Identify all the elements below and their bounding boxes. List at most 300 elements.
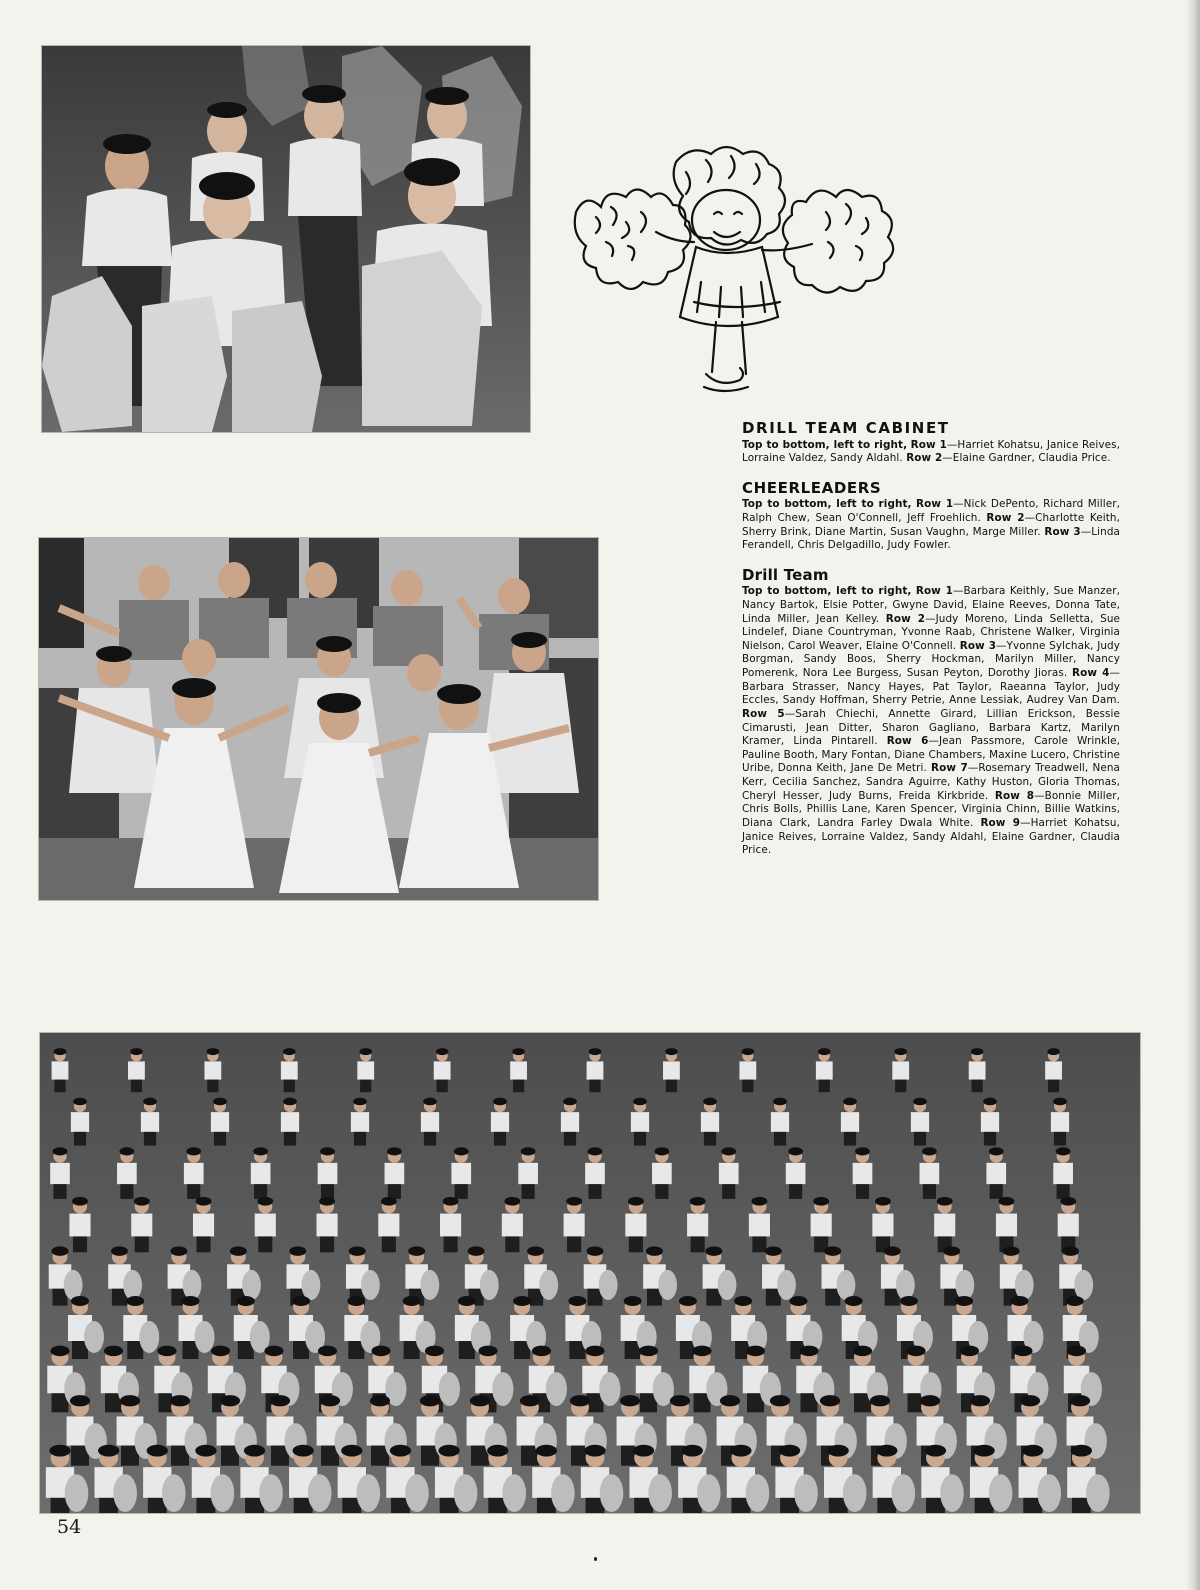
drill-team-member-hat: [54, 1048, 67, 1055]
drill-team-member-figure: [128, 1061, 145, 1079]
drill-team-member-figure: [853, 1163, 873, 1184]
drill-team-member-hat: [1067, 1346, 1086, 1357]
drill-team-member-figure: [318, 1163, 338, 1184]
drill-team-member-legs: [844, 1132, 856, 1146]
drill-team-member-hat: [98, 1445, 119, 1457]
drill-team-member-figure: [892, 1061, 909, 1079]
drill-team-member-pompom: [599, 1270, 618, 1300]
print-speck: [594, 1557, 597, 1561]
drill-team-member-figure: [117, 1163, 137, 1184]
cheerleaders-row-label: Row 3: [1044, 525, 1081, 538]
drill-team-member-hat: [1003, 1246, 1020, 1255]
drill-team-member-hat: [937, 1197, 953, 1206]
drill-team-member-figure: [739, 1061, 756, 1079]
drillteam-row-label: Row 7: [931, 762, 968, 775]
drill-team-member-hat: [270, 1395, 290, 1406]
cheerleaders-photo-art: [39, 538, 598, 900]
drill-team-member-figure: [378, 1214, 399, 1237]
drill-team-member-hat: [119, 1147, 134, 1155]
drill-team-member-legs: [187, 1184, 200, 1199]
drill-team-member-hat: [454, 1147, 469, 1155]
drillteam-row-label: Row 3: [959, 639, 997, 652]
drill-team-member-hat: [244, 1445, 265, 1457]
drill-team-member-pompom: [1086, 1474, 1110, 1512]
cheerleaders-intro: Top to bottom, left to right,: [742, 498, 912, 511]
drill-team-member-pompom: [551, 1474, 575, 1512]
drill-team-member-pompom: [492, 1372, 513, 1406]
drill-team-member-figure: [969, 1061, 986, 1079]
drill-team-member-pompom: [162, 1474, 186, 1512]
drill-team-member-figure: [281, 1112, 299, 1132]
drill-team-member-hat: [770, 1395, 790, 1406]
drill-team-member-figure: [749, 1214, 770, 1237]
drill-team-member-hat: [1071, 1445, 1092, 1457]
drill-team-member-hat: [843, 1098, 857, 1106]
drill-team-member-figure: [561, 1112, 579, 1132]
drill-team-member-legs: [789, 1184, 802, 1199]
drill-team-member-hat: [970, 1395, 990, 1406]
drill-team-member-hat: [913, 1098, 927, 1106]
drill-team-member-hat: [820, 1395, 840, 1406]
drill-team-member-hat: [230, 1246, 247, 1255]
drill-team-member-figure: [71, 1112, 89, 1132]
drill-team-member-hat: [870, 1395, 890, 1406]
drill-team-member-pompom: [892, 1474, 916, 1512]
drill-team-member-pompom: [113, 1474, 137, 1512]
drill-team-member-legs: [505, 1236, 519, 1252]
drill-team-member-hat: [788, 1147, 803, 1155]
drill-team-member-hat: [943, 1246, 960, 1255]
drill-team-member-legs: [923, 1184, 936, 1199]
drill-team-member-hat: [170, 1395, 190, 1406]
drill-team-member-legs: [856, 1184, 869, 1199]
drill-team-member-hat: [765, 1246, 782, 1255]
drill-team-member-hat: [126, 1296, 144, 1306]
drillteam-caption: Top to bottom, left to right, Row 1—Barbara Keithly, Sue Manzer, Nancy Bartok, Elsie Potter, Gwyne David, Elaine Reeves, Donna Tate, Linda Miller, Jean Kelley. Row 2—Judy Moreno, Linda Selletta, Sue Lindelef, Diane Countryman, Yvonne Raab, Christene Walker, Virginia Nielson, Carol Weaver, Elaine O'Connell. Row 3—Yvonne Sylchak, Judy Borgman, Sandy Boos, Sherry Hockman, Marilyn Miller, Nancy Pomerenk, Nora Lee Burgess, Susan Peyton, Dorothy Jioras. Row 4—Barbara Strasser, Nancy Hayes, Pat Taylor, Raeanna Taylor, Judy Eccles, Sandy Hoffman, Sherry Petrie, Anne Lessiak, Audrey Van Dam. Row 5—Sarah Chiechi, Annette Girard, Lillian Erickson, Bessie Cimarusti, Jean Ditter, Sharon Gagliano, Barbara Kartz, Marilyn Kramer, Linda Pintarell. Row 6—Jean Passmore, Carole Wrinkle, Pauline Booth, Mary Fontan, Diane Chambers, Maxine Lucero, Christine Uribe, Donna Keith, Jane De Metri. Row 7—Rosemary Treadwell, Nena Kerr, Cecilia Sanchez, Sandra Aguirre, Kathy Huston, Gloria Thomas, Cheryl Hesser, Judy Burns, Freida Kirkbride. Row 8—Bonnie Miller, Chris Bolls, Phillis Lane, Karen Spencer, Virginia Chinn, Billie Watkins, Diana Clark, Landra Farley Dwala White. Row 9—Harriet Kohatsu, Janice Reives, Lorraine Valdez, Sandy Aldahl, Elaine Gardner, Claudia Price.: [742, 585, 1121, 857]
drill-team-member-legs: [131, 1080, 142, 1093]
drill-team-member-hat: [50, 1346, 69, 1357]
drill-team-member-hat: [654, 1147, 669, 1155]
drill-team-member-hat: [587, 1246, 604, 1255]
drill-team-member-pompom: [139, 1321, 159, 1353]
drill-team-member-pompom: [420, 1270, 439, 1300]
drillteam-row-label: Row 5: [742, 707, 785, 720]
drill-team-member-hat: [320, 1395, 340, 1406]
drill-team-member-hat: [423, 1098, 437, 1106]
drill-team-member-legs: [589, 1080, 600, 1093]
drill-team-member-legs: [914, 1132, 926, 1146]
cheerleaders-row-names: Charlotte Keith, Sherry Brink, Diane Martin, Susan Vaughn, Marge Miller.: [742, 511, 1120, 538]
drill-team-member-hat: [381, 1197, 397, 1206]
drill-team-member-hat: [371, 1346, 390, 1357]
cheerleaders-row-names: Nick DePento, Richard Miller, Ralph Chew, Sean O'Connell, Jeff Froehlich.: [742, 498, 1120, 524]
drill-team-member-legs: [258, 1236, 272, 1252]
drill-team-member-hat: [289, 1246, 306, 1255]
cheerleader-with-pompoms-icon: [566, 142, 898, 404]
drill-team-member-figure: [351, 1112, 369, 1132]
drillteam-row-names: Bonnie Miller, Chris Bolls, Phillis Lane, Karen Spencer, Virginia Chinn, Billie Watkins, Diana Clark, Landra Farley Dwala White.: [742, 789, 1120, 829]
drill-team-member-pompom: [480, 1270, 499, 1300]
drill-team-member-hat: [682, 1445, 703, 1457]
drill-team-member-pompom: [361, 1270, 380, 1300]
drill-team-member-hat: [585, 1346, 604, 1357]
drill-team-member-hat: [504, 1197, 520, 1206]
drill-team-member-hat: [487, 1445, 508, 1457]
drill-team-member-hat: [390, 1445, 411, 1457]
drill-team-member-hat: [705, 1246, 722, 1255]
drill-team-member-figure: [52, 1061, 69, 1079]
drill-team-member-pompom: [183, 1270, 202, 1300]
drill-team-member-legs: [1057, 1184, 1070, 1199]
drill-team-member-hat: [665, 1048, 678, 1055]
drillteam-row-names: Barbara Keithly, Sue Manzer, Nancy Bartok, Elsie Potter, Gwyne David, Elaine Reeves, Donna Tate, Linda Miller, Jean Kelley.: [742, 585, 1120, 625]
drill-team-member-legs: [360, 1080, 371, 1093]
drill-team-member-legs: [196, 1236, 210, 1252]
drill-team-member-figure: [281, 1061, 298, 1079]
drill-team-member-hat: [971, 1048, 984, 1055]
drill-team-member-hat: [195, 1445, 216, 1457]
drill-team-member-hat: [779, 1445, 800, 1457]
drill-team-member-legs: [972, 1080, 983, 1093]
cheerleaders-caption: Top to bottom, left to right, Row 1—Nick DePento, Richard Miller, Ralph Chew, Sean O'Connell, Jeff Froehlich. Row 2—Charlotte Keith, Sherry Brink, Diane Martin, Susan Vaughn, Marge Miller. Row 3—Linda Ferandell, Chris Delgadillo, Judy Fowler.: [742, 498, 1120, 552]
drill-team-member-hat: [922, 1147, 937, 1155]
drill-team-member-figure: [1053, 1163, 1073, 1184]
drill-team-member-figure: [434, 1061, 451, 1079]
drill-team-member-hat: [1070, 1395, 1090, 1406]
drill-team-member-legs: [120, 1184, 133, 1199]
page-binding-shadow: [1186, 0, 1200, 1590]
drill-team-member-legs: [655, 1184, 668, 1199]
cheerleaders-heading: CHEERLEADERS: [742, 478, 882, 497]
drill-team-member-hat: [620, 1395, 640, 1406]
drill-team-member-figure: [911, 1112, 929, 1132]
drill-team-member-legs: [1054, 1132, 1066, 1146]
drill-team-member-hat: [789, 1296, 807, 1306]
drill-team-member-legs: [666, 1080, 677, 1093]
cabinet-row-names: Harriet Kohatsu, Janice Reives, Lorraine Valdez, Sandy Aldahl.: [742, 438, 1121, 465]
cabinet-intro: Top to bottom, left to right,: [742, 438, 908, 451]
drill-team-member-figure: [811, 1214, 832, 1237]
drill-team-member-legs: [984, 1132, 996, 1146]
drillteam-heading: Drill Team: [742, 565, 829, 584]
drill-team-member-hat: [584, 1445, 605, 1457]
drill-team-member-pompom: [308, 1474, 332, 1512]
drill-team-member-figure: [316, 1214, 337, 1237]
drill-team-member-pompom: [599, 1372, 620, 1406]
drillteam-row-label: Row 1: [915, 585, 953, 598]
drill-team-member-hat: [828, 1445, 849, 1457]
drill-team-member-hat: [1056, 1147, 1071, 1155]
drill-team-member-figure: [786, 1163, 806, 1184]
drill-team-member-pompom: [302, 1270, 321, 1300]
cheerleaders-photo: [39, 538, 598, 900]
drill-team-member-hat: [999, 1197, 1015, 1206]
drill-team-member-hat: [639, 1346, 658, 1357]
drill-team-member-pompom: [746, 1474, 770, 1512]
drill-team-member-hat: [521, 1147, 536, 1155]
drill-team-member-hat: [318, 1346, 337, 1357]
drill-team-member-figure: [491, 1112, 509, 1132]
drill-team-member-figure: [251, 1163, 271, 1184]
drill-team-member-hat: [49, 1445, 70, 1457]
drill-team-member-hat: [1022, 1445, 1043, 1457]
drill-team-member-hat: [824, 1246, 841, 1255]
drill-team-member-hat: [1066, 1296, 1084, 1306]
drill-team-member-figure: [518, 1163, 538, 1184]
drill-team-member-hat: [853, 1346, 872, 1357]
drill-team-member-hat: [875, 1197, 891, 1206]
cabinet-caption: Top to bottom, left to right, Row 1—Harriet Kohatsu, Janice Reives, Lorraine Valdez, Sandy Aldahl. Row 2—Elaine Gardner, Claudia Price.: [742, 438, 1121, 465]
drill-team-member-legs: [74, 1132, 86, 1146]
drill-team-member-pompom: [546, 1372, 567, 1406]
drill-team-member-hat: [628, 1197, 644, 1206]
drill-team-member-pompom: [259, 1474, 283, 1512]
drill-team-cabinet-photo-art: [42, 46, 530, 432]
drill-team-member-pompom: [955, 1270, 974, 1300]
drill-team-member-hat: [111, 1246, 128, 1255]
drill-team-member-pompom: [600, 1474, 624, 1512]
drill-team-member-hat: [633, 1445, 654, 1457]
drill-team-member-hat: [468, 1246, 485, 1255]
drill-team-member-legs: [629, 1236, 643, 1252]
drill-team-member-hat: [52, 1246, 69, 1255]
drill-team-member-legs: [354, 1132, 366, 1146]
drillteam-row-label: Row 6: [886, 735, 929, 748]
drill-team-member-legs: [1048, 1080, 1059, 1093]
drill-team-member-hat: [257, 1197, 273, 1206]
drill-team-photo-art: [40, 1033, 1140, 1513]
drillteam-row-label: Row 2: [885, 612, 926, 625]
drill-team-member-legs: [382, 1236, 396, 1252]
drill-team-member-figure: [701, 1112, 719, 1132]
drill-team-member-hat: [513, 1296, 531, 1306]
drill-team-member-hat: [1013, 1346, 1032, 1357]
drill-team-member-hat: [973, 1445, 994, 1457]
drill-team-member-figure: [131, 1214, 152, 1237]
drill-team-member-hat: [73, 1098, 87, 1106]
drill-team-member-legs: [752, 1236, 766, 1252]
drill-team-member-hat: [813, 1197, 829, 1206]
drill-team-member-legs: [494, 1132, 506, 1146]
drillteam-row-names: Rosemary Treadwell, Nena Kerr, Cecilia Sanchez, Sandra Aguirre, Kathy Huston, Gloria Thomas, Cheryl Hesser, Judy Burns, Freida Kirkbride.: [742, 762, 1120, 802]
drill-team-member-legs: [722, 1184, 735, 1199]
drill-team-member-figure: [872, 1214, 893, 1237]
drill-team-member-figure: [1045, 1061, 1062, 1079]
drill-team-member-hat: [818, 1048, 831, 1055]
drill-team-member-hat: [920, 1395, 940, 1406]
drill-team-member-hat: [104, 1346, 123, 1357]
drill-team-member-hat: [799, 1346, 818, 1357]
drill-team-member-figure: [719, 1163, 739, 1184]
drill-team-member-legs: [522, 1184, 535, 1199]
drill-team-member-hat: [906, 1346, 925, 1357]
drill-team-member-pompom: [777, 1270, 796, 1300]
drill-team-member-hat: [207, 1048, 220, 1055]
drill-team-member-pompom: [940, 1474, 964, 1512]
drill-team-member-figure: [141, 1112, 159, 1132]
drill-team-member-hat: [293, 1445, 314, 1457]
drill-team-member-hat: [512, 1048, 525, 1055]
drill-team-member-legs: [774, 1132, 786, 1146]
drill-team-member-legs: [54, 1080, 65, 1093]
drill-team-member-figure: [255, 1214, 276, 1237]
cabinet-row-label: Row 2: [906, 452, 943, 465]
drill-team-member-legs: [214, 1132, 226, 1146]
drill-team-member-hat: [536, 1445, 557, 1457]
drill-team-member-pompom: [648, 1474, 672, 1512]
drillteam-row-label: Row 4: [1072, 667, 1110, 679]
cabinet-row-label: Row 1: [910, 438, 947, 451]
drill-team-member-legs: [564, 1132, 576, 1146]
drill-team-member-pompom: [439, 1372, 460, 1406]
drill-team-member-figure: [625, 1214, 646, 1237]
drill-team-member-hat: [438, 1445, 459, 1457]
drill-team-member-pompom: [539, 1270, 558, 1300]
drill-team-member-hat: [900, 1296, 918, 1306]
drill-team-member-hat: [72, 1197, 88, 1206]
drill-team-member-figure: [564, 1214, 585, 1237]
drill-team-member-figure: [652, 1163, 672, 1184]
drill-team-member-legs: [53, 1184, 66, 1199]
drill-team-member-pompom: [64, 1270, 83, 1300]
drill-team-member-hat: [319, 1197, 335, 1206]
drill-team-member-hat: [532, 1346, 551, 1357]
drill-team-member-hat: [1047, 1048, 1060, 1055]
drill-team-member-pompom: [405, 1474, 429, 1512]
drill-team-member-hat: [520, 1395, 540, 1406]
drill-team-member-hat: [443, 1197, 459, 1206]
drill-team-member-figure: [920, 1163, 940, 1184]
drill-team-member-hat: [692, 1346, 711, 1357]
drill-team-member-hat: [436, 1048, 449, 1055]
drill-team-member-pompom: [357, 1474, 381, 1512]
drill-team-member-legs: [990, 1184, 1003, 1199]
drill-team-member-figure: [1058, 1214, 1079, 1237]
drill-team-member-figure: [986, 1163, 1006, 1184]
cabinet-row-names: Elaine Gardner, Claudia Price.: [952, 452, 1111, 465]
drill-team-member-hat: [420, 1395, 440, 1406]
drill-team-member-figure: [184, 1163, 204, 1184]
drill-team-member-figure: [687, 1214, 708, 1237]
drill-team-member-pompom: [211, 1474, 235, 1512]
drill-team-member-hat: [120, 1395, 140, 1406]
cheerleaders-row-label: Row 1: [916, 498, 954, 511]
drill-team-member-pompom: [658, 1270, 677, 1300]
drillteam-section: [742, 567, 1120, 858]
page-number: 54: [57, 1516, 82, 1538]
drill-team-member-hat: [670, 1395, 690, 1406]
drill-team-member-hat: [143, 1098, 157, 1106]
cabinet-section: [742, 420, 1120, 466]
drill-team-member-figure: [502, 1214, 523, 1237]
drill-team-member-hat: [347, 1296, 365, 1306]
drill-team-member-hat: [458, 1296, 476, 1306]
drill-team-cabinet-photo: [42, 46, 530, 432]
drill-team-member-hat: [679, 1296, 697, 1306]
cabinet-heading: DRILL TEAM CABINET: [742, 419, 950, 437]
drill-team-member-pompom: [454, 1474, 478, 1512]
drill-team-member-pompom: [195, 1321, 215, 1353]
drillteam-row-names: Harriet Kohatsu, Janice Reives, Lorraine Valdez, Sandy Aldahl, Elaine Gardner, Claudia Price.: [742, 816, 1121, 857]
drill-team-member-figure: [211, 1112, 229, 1132]
drill-team-member-hat: [646, 1246, 663, 1255]
drill-team-member-hat: [721, 1147, 736, 1155]
drill-team-member-hat: [196, 1197, 212, 1206]
drill-team-member-legs: [320, 1236, 334, 1252]
drill-team-member-hat: [130, 1048, 143, 1055]
drill-team-member-hat: [71, 1296, 89, 1306]
drill-team-member-figure: [69, 1214, 90, 1237]
drill-team-member-hat: [425, 1346, 444, 1357]
drill-team-member-figure: [841, 1112, 859, 1132]
caption-column: [742, 420, 1120, 866]
drill-team-member-legs: [321, 1184, 334, 1199]
drill-team-member-hat: [349, 1246, 366, 1255]
drill-team-member-hat: [960, 1346, 979, 1357]
drill-team-member-legs: [388, 1184, 401, 1199]
drill-team-member-hat: [387, 1147, 402, 1155]
drill-team-member-figure: [510, 1061, 527, 1079]
drill-team-member-figure: [934, 1214, 955, 1237]
drill-team-member-hat: [283, 1048, 296, 1055]
drill-team-member-hat: [70, 1395, 90, 1406]
drill-team-member-pompom: [242, 1270, 261, 1300]
drill-team-member-figure: [193, 1214, 214, 1237]
drill-team-member-hat: [746, 1346, 765, 1357]
drill-team-member-hat: [566, 1197, 582, 1206]
drill-team-member-hat: [925, 1445, 946, 1457]
drill-team-member-pompom: [794, 1474, 818, 1512]
drill-team-member-legs: [588, 1184, 601, 1199]
drillteam-row-names: Yvonne Sylchak, Judy Borgman, Sandy Boos, Sherry Hockman, Marilyn Miller, Nancy Pomerenk, Nora Lee Burgess, Susan Peyton, Dorothy Jioras.: [742, 639, 1120, 679]
drill-team-member-figure: [421, 1112, 439, 1132]
drill-team-member-hat: [983, 1098, 997, 1106]
drill-team-member-hat: [1060, 1197, 1076, 1206]
drill-team-member-hat: [955, 1296, 973, 1306]
drill-team-member-hat: [1062, 1246, 1079, 1255]
drill-team-member-legs: [455, 1184, 468, 1199]
drill-team-member-figure: [981, 1112, 999, 1132]
drill-team-member-hat: [690, 1197, 706, 1206]
drill-team-member-hat: [359, 1048, 372, 1055]
drill-team-member-hat: [855, 1147, 870, 1155]
drill-team-member-figure: [771, 1112, 789, 1132]
drill-team-member-hat: [237, 1296, 255, 1306]
drill-team-member-hat: [470, 1395, 490, 1406]
drill-team-member-hat: [589, 1048, 602, 1055]
drill-team-member-pompom: [84, 1321, 104, 1353]
drill-team-photo: [40, 1033, 1140, 1513]
drill-team-member-hat: [292, 1296, 310, 1306]
drill-team-member-figure: [585, 1163, 605, 1184]
drill-team-member-hat: [320, 1147, 335, 1155]
drill-team-member-pompom: [502, 1474, 526, 1512]
drill-team-member-hat: [182, 1296, 200, 1306]
drill-team-member-pompom: [718, 1270, 737, 1300]
drill-team-member-pompom: [123, 1270, 142, 1300]
drill-team-member-figure: [50, 1163, 70, 1184]
drill-team-member-hat: [570, 1395, 590, 1406]
drill-team-member-hat: [157, 1346, 176, 1357]
drill-team-member-hat: [730, 1445, 751, 1457]
drill-team-member-hat: [876, 1445, 897, 1457]
drill-team-member-hat: [353, 1098, 367, 1106]
drill-team-member-hat: [720, 1395, 740, 1406]
drill-team-member-pompom: [896, 1270, 915, 1300]
drill-team-member-figure: [996, 1214, 1017, 1237]
drill-team-member-hat: [147, 1445, 168, 1457]
drill-team-member-figure: [204, 1061, 221, 1079]
